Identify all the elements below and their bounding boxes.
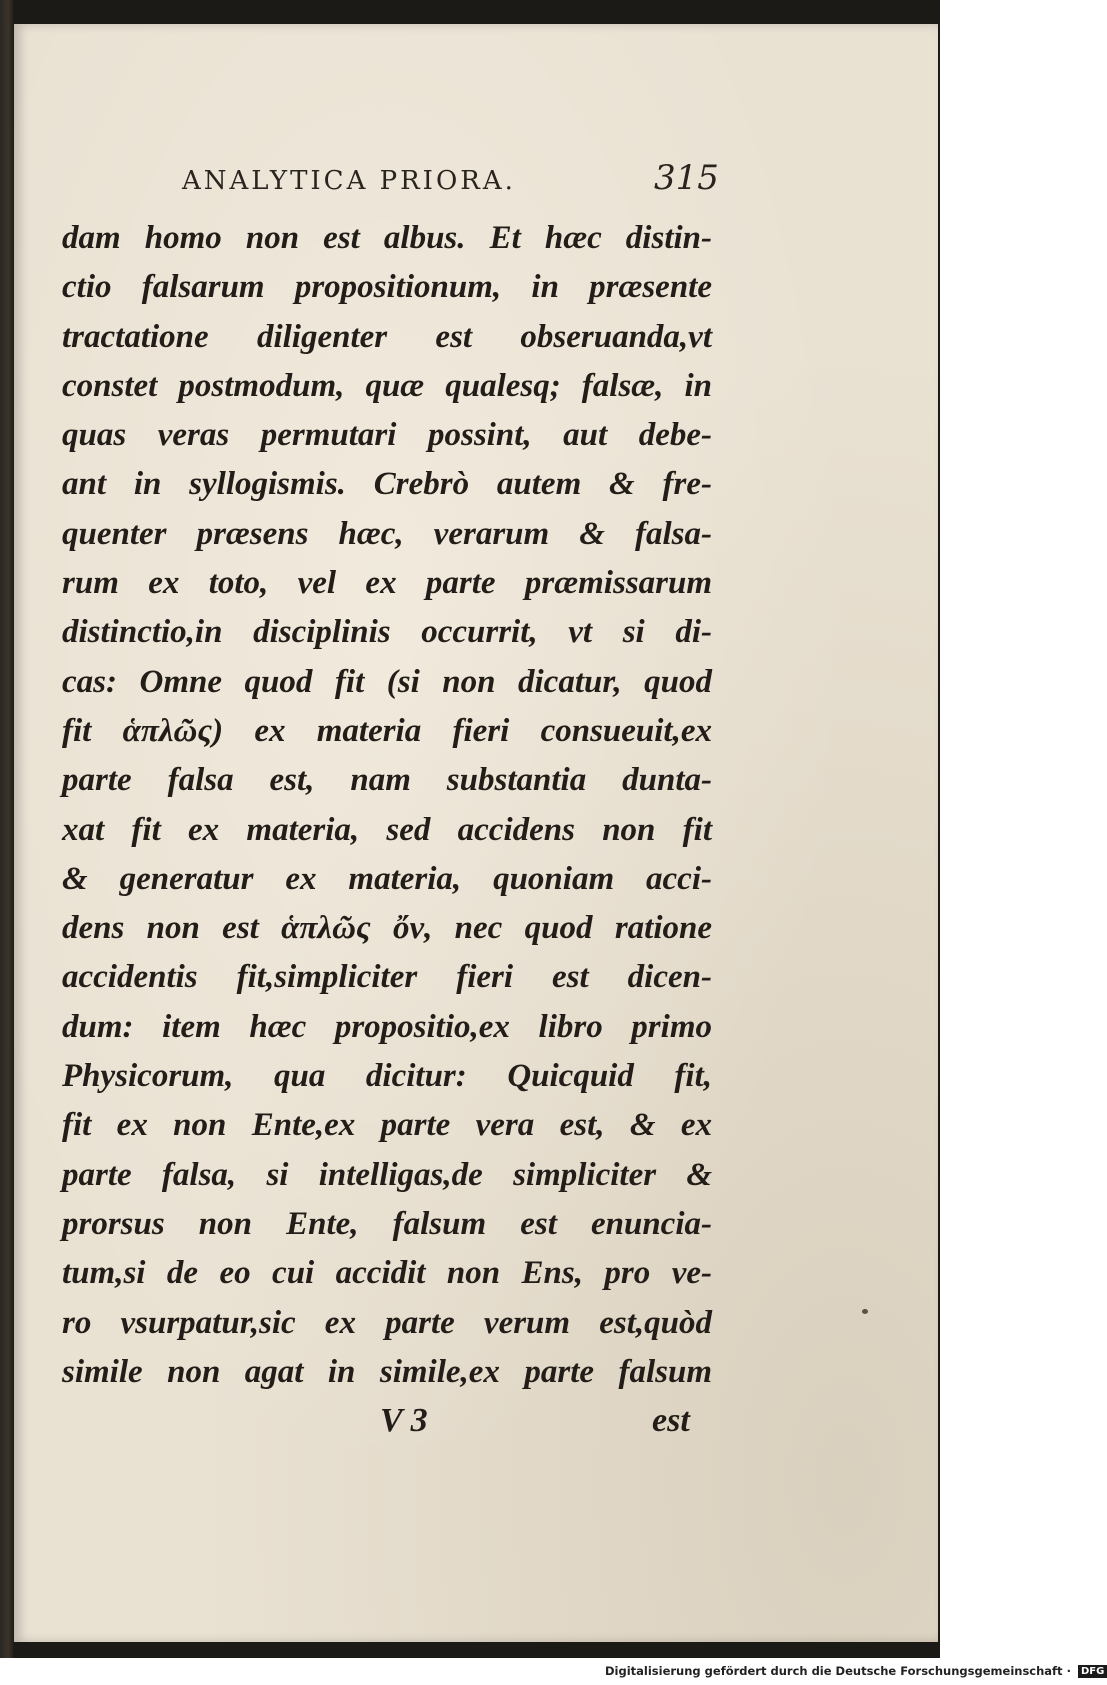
paper-speck xyxy=(862,1309,868,1314)
page-number: 315 xyxy=(654,158,719,198)
text-line: fit ἁπλῶς) ex materia fieri consueuit,ex xyxy=(62,712,712,749)
running-title: ANALYTICA PRIORA. xyxy=(182,166,516,196)
text-line: dens non est ἁπλῶς ὄν, nec quod ratione xyxy=(62,910,712,947)
text-line: dum: item hæc propositio,ex libro primo xyxy=(62,1008,712,1045)
running-head xyxy=(169,152,729,202)
text-line: Physicorum, qua dicitur: Quicquid fit, xyxy=(62,1058,712,1095)
catchword-line xyxy=(62,1402,712,1452)
credit-text: Digitalisierung gefördert durch die Deutsche Forschungsgemeinschaft xyxy=(605,1664,1063,1678)
text-line: cas: Omne quod fit (si non dicatur, quod xyxy=(62,663,712,700)
text-line: ctio falsarum propositionum, in præsente xyxy=(62,269,712,306)
text-line: & generatur ex materia, quoniam acci- xyxy=(62,860,712,897)
text-line: accidentis fit,simpliciter fieri est dicen- xyxy=(62,959,712,996)
text-line: ant in syllogismis. Crebrò autem & fre- xyxy=(62,466,712,503)
catchword: est xyxy=(652,1402,690,1439)
text-line: ro vsurpatur,sic ex parte verum est,quòd xyxy=(62,1304,712,1341)
book-page xyxy=(14,24,938,1642)
credit-separator: · xyxy=(1066,1664,1071,1678)
text-line: rum ex toto, vel ex parte præmissarum xyxy=(62,565,712,602)
book-spine xyxy=(0,0,14,1658)
text-line: fit ex non Ente,ex parte vera est, & ex xyxy=(62,1107,712,1144)
text-line: constet postmodum, quæ qualesq; falsæ, in xyxy=(62,367,712,404)
text-line: simile non agat in simile,ex parte falsum xyxy=(62,1353,712,1390)
dfg-logo-icon: DFG xyxy=(1078,1665,1107,1678)
text-block xyxy=(62,214,712,1397)
text-line: prorsus non Ente, falsum est enuncia- xyxy=(62,1205,712,1242)
text-line: distinctio,in disciplinis occurrit, vt si di- xyxy=(62,614,712,651)
text-line: tum,si de eo cui accidit non Ens, pro ve- xyxy=(62,1255,712,1292)
text-line: quenter præsens hæc, verarum & falsa- xyxy=(62,515,712,552)
text-line: dam homo non est albus. Et hæc distin- xyxy=(62,220,712,256)
text-line: quas veras permutari possint, aut debe- xyxy=(62,417,712,454)
digitization-credit xyxy=(605,1664,1107,1678)
signature-mark: V 3 xyxy=(380,1402,428,1439)
text-line: tractatione diligenter est obseruanda,vt xyxy=(62,318,712,355)
text-line: parte falsa est, nam substantia dunta- xyxy=(62,762,712,799)
text-line: xat fit ex materia, sed accidens non fit xyxy=(62,811,712,848)
text-line: parte falsa, si intelligas,de simpliciter & xyxy=(62,1156,712,1193)
